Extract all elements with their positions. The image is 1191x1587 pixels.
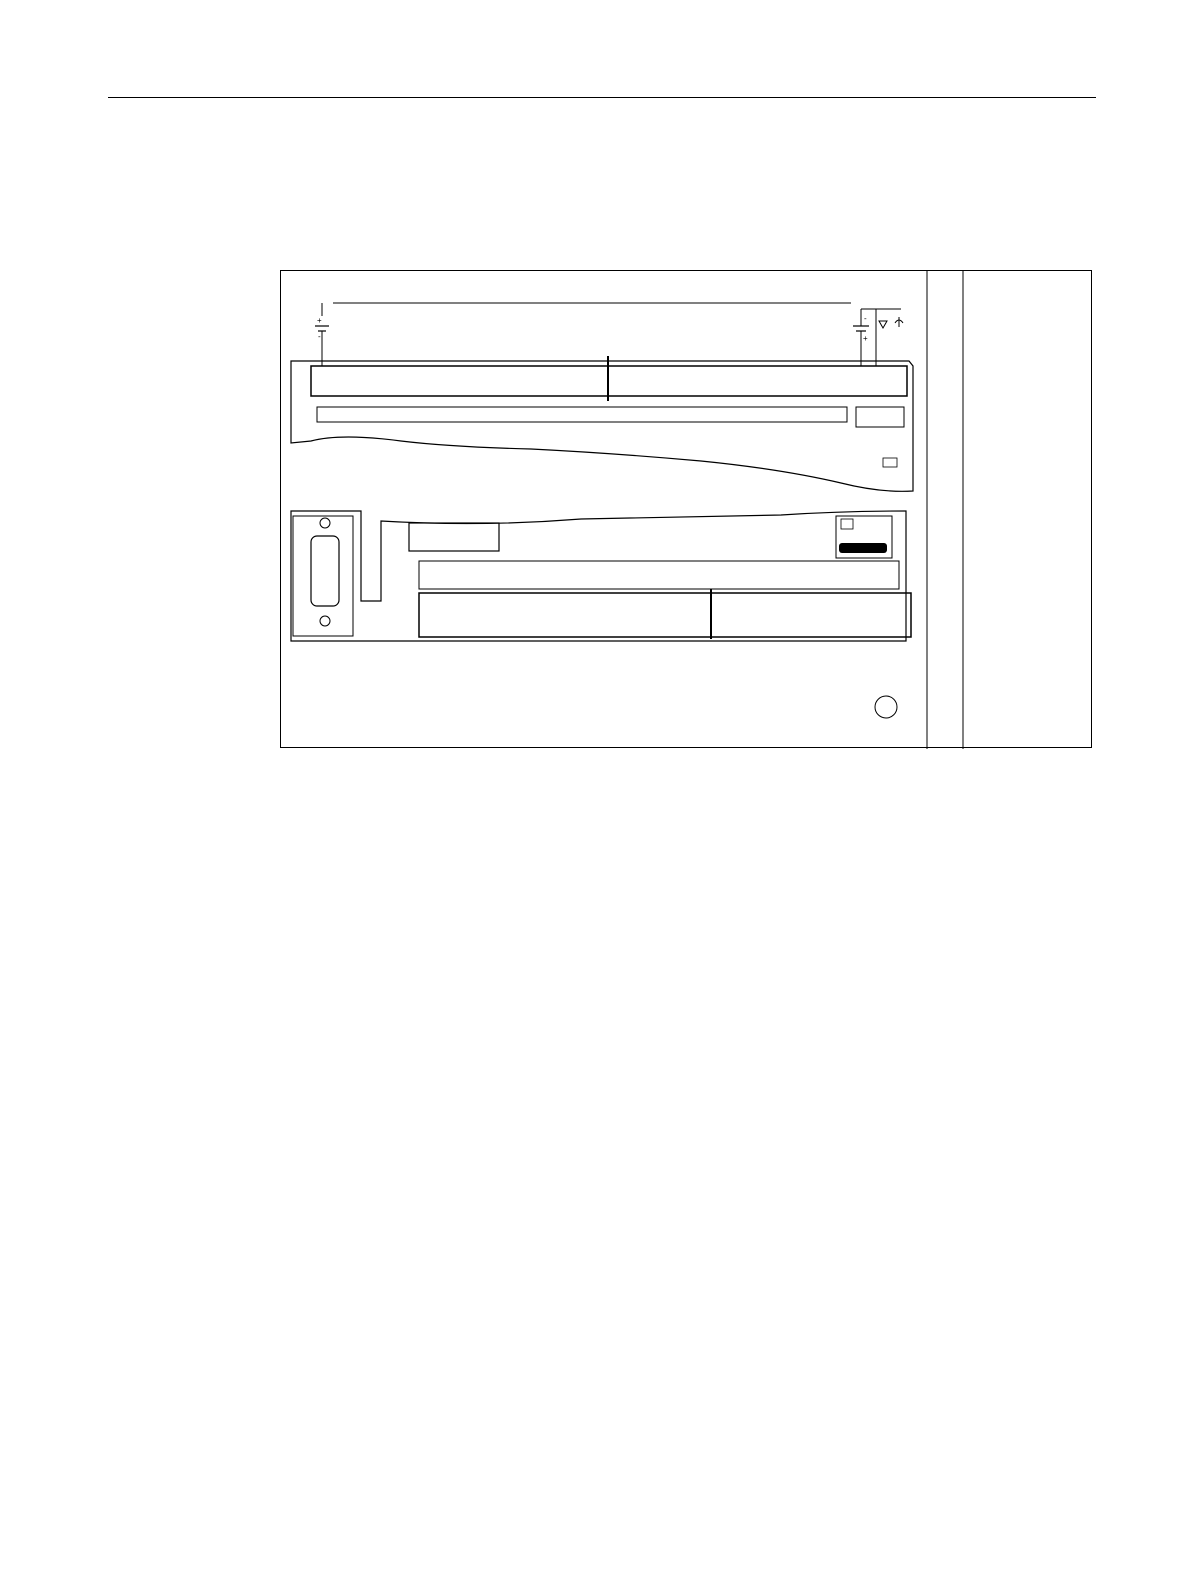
svg-text:-: - (318, 332, 321, 341)
dc-supply-left (315, 316, 329, 366)
svg-text:+: + (317, 316, 322, 325)
svg-text:-: - (864, 314, 867, 323)
input-module (291, 303, 913, 491)
output-module (291, 511, 911, 718)
dc-supply-right (853, 309, 903, 366)
wiring-diagram-figure (280, 270, 1092, 748)
svg-text:+: + (863, 334, 868, 343)
wiring-diagram (281, 271, 1093, 749)
header-rule (108, 97, 1096, 98)
